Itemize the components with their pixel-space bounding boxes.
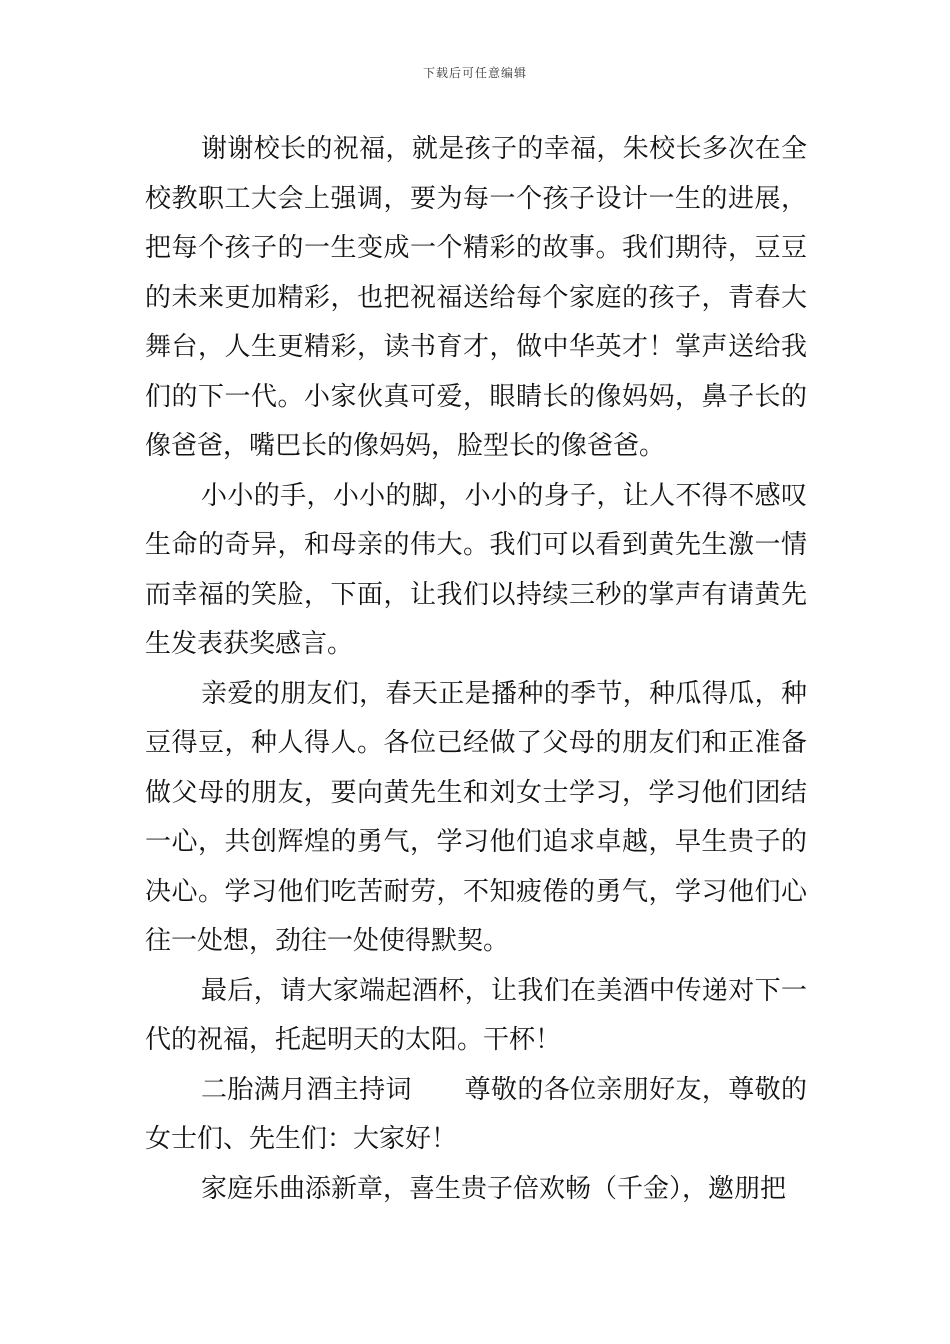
paragraph-5: 二胎满月酒主持词 尊敬的各位亲朋好友，尊敬的女士们、先生们：大家好！ [145,1074,807,1154]
paragraph-2: 小小的手，小小的脚，小小的身子，让人不得不感叹生命的奇异，和母亲的伟大。我们可以看到黄先生激一情而幸福的笑脸，下面，让我们以持续三秒的掌声有请黄先生发表获奖感言。 [145,480,807,659]
document-body [145,125,807,1214]
paragraph-1: 谢谢校长的祝福，就是孩子的幸福，朱校长多次在全校教职工大会上强调，要为每一个孩子设计一生的进展，把每个孩子的一生变成一个精彩的故事。我们期待，豆豆的未来更加精彩，也把祝福送给每个家庭的孩子，青春大舞台，人生更精彩，读书育才，做中华英才！掌声送给我们的下一代。小家伙真可爱，眼睛长的像妈妈，鼻子长的像爸爸，嘴巴长的像妈妈，脸型长的像爸爸。 [145,134,807,461]
paragraph-6: 家庭乐曲添新章，喜生贵子倍欢畅（千金），邀朋把 [201,1173,787,1204]
paragraph-3: 亲爱的朋友们，春天正是播种的季节，种瓜得瓜，种豆得豆，种人得人。各位已经做了父母的朋友们和正准备做父母的朋友，要向黄先生和刘女士学习，学习他们团结一心，共创辉煌的勇气，学习他们追求卓越，早生贵子的决心。学习他们吃苦耐劳，不知疲倦的勇气，学习他们心往一处想，劲往一处使得默契。 [145,678,807,956]
page-header: 下载后可任意编辑 [422,66,527,80]
paragraph-4: 最后，请大家端起酒杯，让我们在美酒中传递对下一代的祝福，托起明天的太阳。干杯！ [145,975,807,1055]
